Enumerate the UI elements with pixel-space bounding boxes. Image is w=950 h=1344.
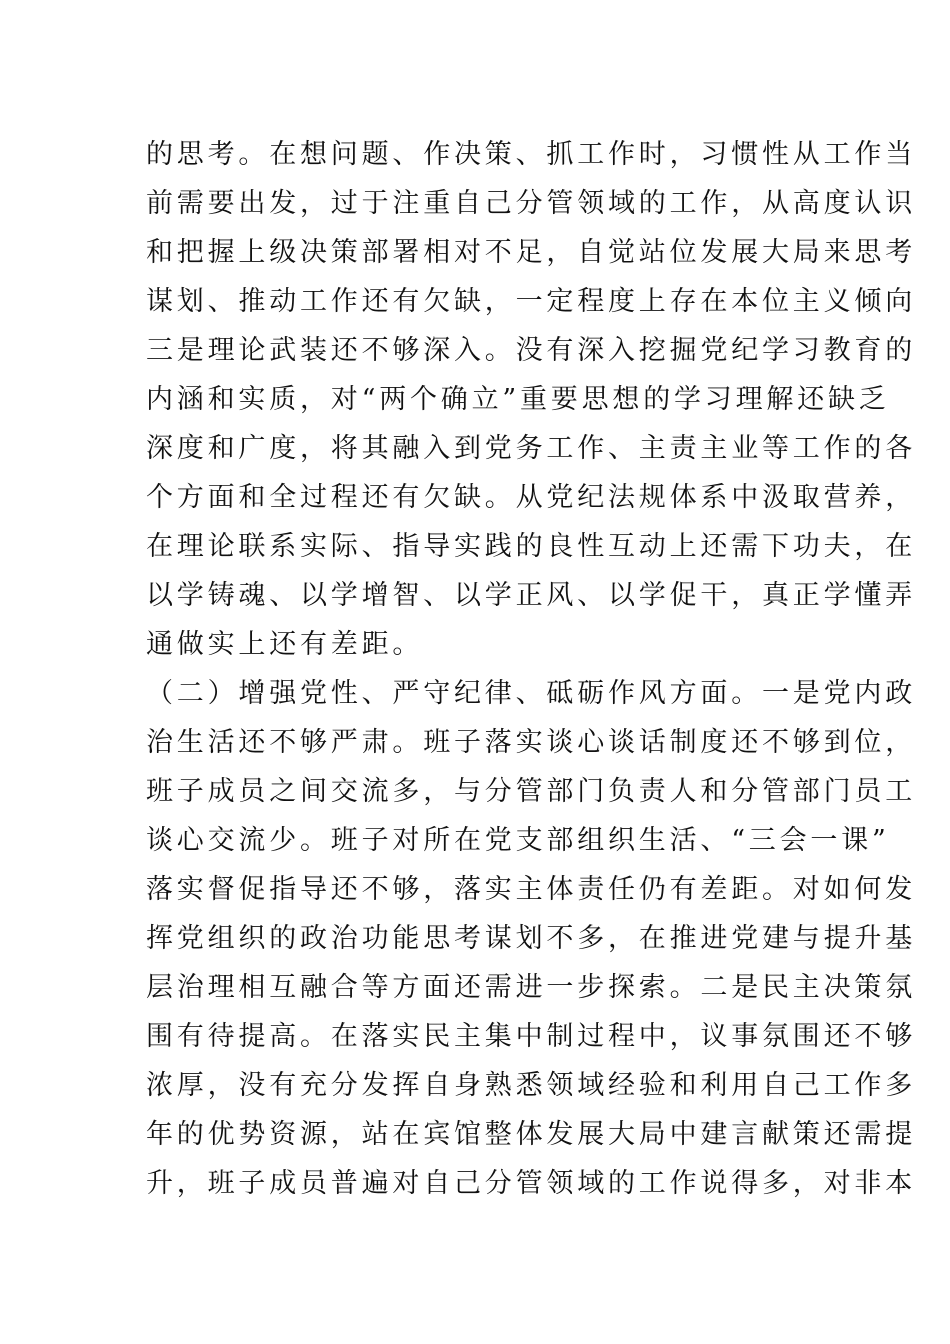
- text-line: 浓厚，没有充分发挥自身熟悉领域经验和利用自己工作多: [146, 1070, 916, 1101]
- section-heading-line: （二）增强党性、严守纪律、砥砺作风方面。一是党内政: [146, 678, 916, 709]
- text-line: 挥党组织的政治功能思考谋划不多，在推进党建与提升基: [146, 923, 916, 954]
- text-line: 升，班子成员普遍对自己分管领域的工作说得多，对非本: [146, 1168, 916, 1199]
- text-line: 落实督促指导还不够，落实主体责任仍有差距。对如何发: [146, 874, 916, 905]
- text-line: 在理论联系实际、指导实践的良性互动上还需下功夫，在: [146, 531, 916, 562]
- text-line: 治生活还不够严肃。班子落实谈心谈话制度还不够到位，: [146, 727, 916, 758]
- text-line: 前需要出发，过于注重自己分管领域的工作，从高度认识: [146, 188, 916, 219]
- text-line: 年的优势资源，站在宾馆整体发展大局中建言献策还需提: [146, 1119, 916, 1150]
- text-line: 深度和广度，将其融入到党务工作、主责主业等工作的各: [146, 433, 916, 464]
- text-line: 三是理论武装还不够深入。没有深入挖掘党纪学习教育的: [146, 335, 916, 366]
- text-line: 通做实上还有差距。: [146, 629, 424, 660]
- text-line: 班子成员之间交流多，与分管部门负责人和分管部门员工: [146, 776, 916, 807]
- text-line: 谋划、推动工作还有欠缺，一定程度上存在本位主义倾向: [146, 286, 916, 317]
- text-line: 的思考。在想问题、作决策、抓工作时，习惯性从工作当: [146, 139, 916, 170]
- text-line: 层治理相互融合等方面还需进一步探索。二是民主决策氛: [146, 972, 916, 1003]
- text-line: 围有待提高。在落实民主集中制过程中，议事氛围还不够: [146, 1021, 916, 1052]
- text-line: 谈心交流少。班子对所在党支部组织生活、“三会一课”: [146, 825, 890, 856]
- text-line: 和把握上级决策部署相对不足，自觉站位发展大局来思考: [146, 237, 916, 268]
- text-line: 以学铸魂、以学增智、以学正风、以学促干，真正学懂弄: [146, 580, 916, 611]
- body-text: [146, 130, 916, 1208]
- text-line: 内涵和实质，对“两个确立”重要思想的学习理解还缺乏: [146, 384, 890, 415]
- text-line: 个方面和全过程还有欠缺。从党纪法规体系中汲取营养，: [146, 482, 916, 513]
